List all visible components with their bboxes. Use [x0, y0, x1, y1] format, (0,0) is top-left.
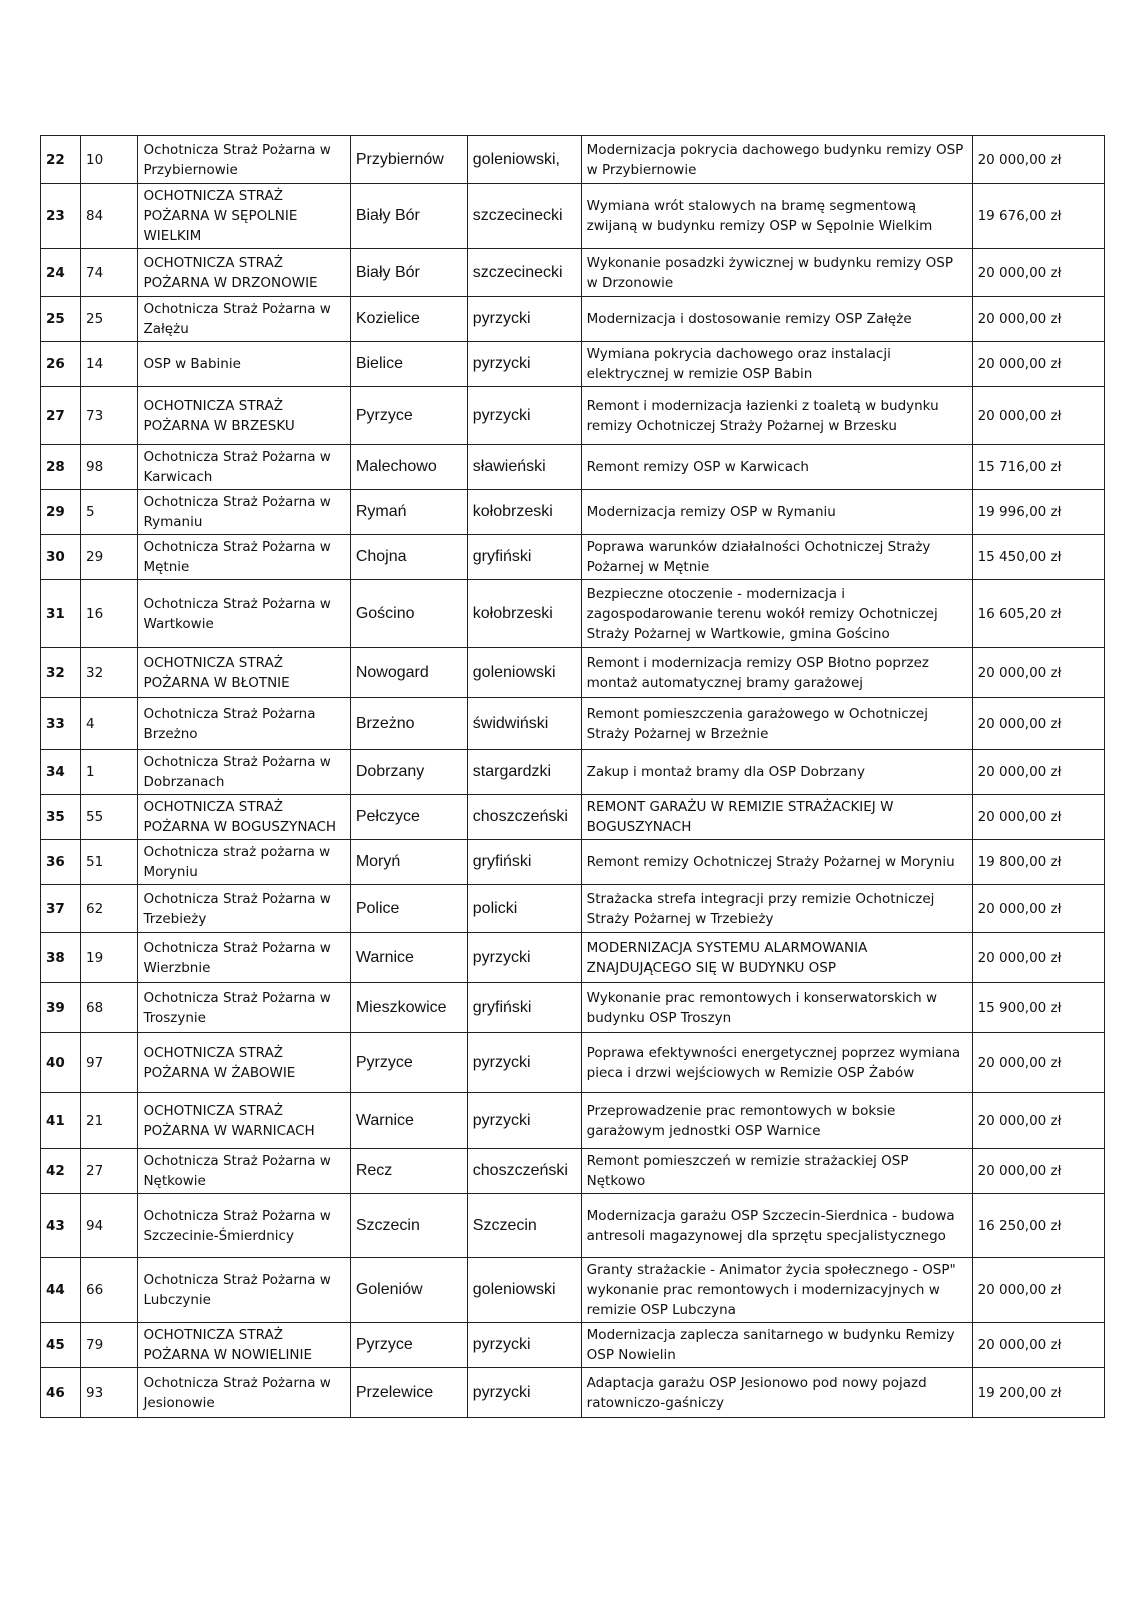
task-description-cell: Remont remizy OSP w Karwicach — [581, 445, 972, 490]
row-number-cell: 45 — [41, 1323, 81, 1368]
row-number-cell: 33 — [41, 698, 81, 750]
county-cell: pyrzycki — [467, 387, 581, 445]
organization-name-cell: Ochotnicza Straż Pożarna w Rymaniu — [138, 490, 350, 535]
row-number-cell: 46 — [41, 1368, 81, 1418]
row-number-cell: 43 — [41, 1194, 81, 1258]
grant-amount-cell: 16 250,00 zł — [972, 1194, 1104, 1258]
county-cell: pyrzycki — [467, 1093, 581, 1149]
organization-name-cell: Ochotnicza Straż Pożarna w Załężu — [138, 297, 350, 342]
task-description-cell: Wymiana pokrycia dachowego oraz instalacji elektrycznej w remizie OSP Babin — [581, 342, 972, 387]
county-cell: pyrzycki — [467, 297, 581, 342]
municipality-cell: Rymań — [350, 490, 467, 535]
organization-name-cell: Ochotnicza Straż Pożarna w Dobrzanach — [138, 750, 350, 795]
organization-name-cell: Ochotnicza Straż Pożarna w Nętkowie — [138, 1149, 350, 1194]
grant-amount-cell: 20 000,00 zł — [972, 933, 1104, 983]
task-description-cell: REMONT GARAŻU W REMIZIE STRAŻACKIEJ W BOGUSZYNACH — [581, 795, 972, 840]
application-number-cell: 74 — [81, 249, 138, 297]
table-row — [41, 580, 1105, 648]
municipality-cell: Brzeżno — [350, 698, 467, 750]
row-number-cell: 38 — [41, 933, 81, 983]
grant-amount-cell: 20 000,00 zł — [972, 1323, 1104, 1368]
organization-name-cell: OCHOTNICZA STRAŻ POŻARNA W DRZONOWIE — [138, 249, 350, 297]
grant-amount-cell: 15 716,00 zł — [972, 445, 1104, 490]
table-row — [41, 1368, 1105, 1418]
organization-name-cell: Ochotnicza Straż Pożarna w Jesionowie — [138, 1368, 350, 1418]
grant-amount-cell: 20 000,00 zł — [972, 249, 1104, 297]
county-cell: pyrzycki — [467, 342, 581, 387]
municipality-cell: Biały Bór — [350, 184, 467, 249]
grant-amount-cell: 20 000,00 zł — [972, 1033, 1104, 1093]
grant-amount-cell: 20 000,00 zł — [972, 1258, 1104, 1323]
row-number-cell: 36 — [41, 840, 81, 885]
task-description-cell: Przeprowadzenie prac remontowych w boksie garażowym jednostki OSP Warnice — [581, 1093, 972, 1149]
municipality-cell: Chojna — [350, 535, 467, 580]
municipality-cell: Moryń — [350, 840, 467, 885]
municipality-cell: Gościno — [350, 580, 467, 648]
municipality-cell: Pyrzyce — [350, 387, 467, 445]
task-description-cell: Poprawa efektywności energetycznej poprzez wymiana pieca i drzwi wejściowych w Remizie OSP Żabów — [581, 1033, 972, 1093]
organization-name-cell: Ochotnicza Straż Pożarna w Lubczynie — [138, 1258, 350, 1323]
organization-name-cell: Ochotnicza Straż Pożarna w Wartkowie — [138, 580, 350, 648]
grant-amount-cell: 20 000,00 zł — [972, 698, 1104, 750]
county-cell: gryfiński — [467, 840, 581, 885]
application-number-cell: 68 — [81, 983, 138, 1033]
grant-amount-cell: 15 450,00 zł — [972, 535, 1104, 580]
table-row — [41, 1149, 1105, 1194]
table-row — [41, 1033, 1105, 1093]
organization-name-cell: OSP w Babinie — [138, 342, 350, 387]
organization-name-cell: OCHOTNICZA STRAŻ POŻARNA W ŻABOWIE — [138, 1033, 350, 1093]
organization-name-cell: Ochotnicza Straż Pożarna w Trzebieży — [138, 885, 350, 933]
grant-amount-cell: 19 200,00 zł — [972, 1368, 1104, 1418]
application-number-cell: 16 — [81, 580, 138, 648]
table-row — [41, 648, 1105, 698]
row-number-cell: 23 — [41, 184, 81, 249]
grants-table — [40, 135, 1105, 1418]
county-cell: kołobrzeski — [467, 490, 581, 535]
application-number-cell: 62 — [81, 885, 138, 933]
application-number-cell: 55 — [81, 795, 138, 840]
county-cell: choszczeński — [467, 795, 581, 840]
task-description-cell: Granty strażackie - Animator życia społecznego - OSP" wykonanie prac remontowych i modernizacyjnych w remizie OSP Lubczyna — [581, 1258, 972, 1323]
task-description-cell: Remont pomieszczeń w remizie strażackiej OSP Nętkowo — [581, 1149, 972, 1194]
grant-amount-cell: 19 676,00 zł — [972, 184, 1104, 249]
county-cell: Szczecin — [467, 1194, 581, 1258]
application-number-cell: 98 — [81, 445, 138, 490]
table-row — [41, 445, 1105, 490]
municipality-cell: Pełczyce — [350, 795, 467, 840]
county-cell: sławieński — [467, 445, 581, 490]
organization-name-cell: Ochotnicza Straż Pożarna w Mętnie — [138, 535, 350, 580]
table-row — [41, 184, 1105, 249]
row-number-cell: 44 — [41, 1258, 81, 1323]
table-row — [41, 490, 1105, 535]
municipality-cell: Mieszkowice — [350, 983, 467, 1033]
task-description-cell: Strażacka strefa integracji przy remizie Ochotniczej Straży Pożarnej w Trzebieży — [581, 885, 972, 933]
application-number-cell: 14 — [81, 342, 138, 387]
application-number-cell: 66 — [81, 1258, 138, 1323]
organization-name-cell: OCHOTNICZA STRAŻ POŻARNA W BŁOTNIE — [138, 648, 350, 698]
row-number-cell: 30 — [41, 535, 81, 580]
county-cell: kołobrzeski — [467, 580, 581, 648]
application-number-cell: 73 — [81, 387, 138, 445]
row-number-cell: 26 — [41, 342, 81, 387]
application-number-cell: 51 — [81, 840, 138, 885]
task-description-cell: Poprawa warunków działalności Ochotniczej Straży Pożarnej w Mętnie — [581, 535, 972, 580]
organization-name-cell: Ochotnicza Straż Pożarna Brzeżno — [138, 698, 350, 750]
organization-name-cell: Ochotnicza straż pożarna w Moryniu — [138, 840, 350, 885]
table-row — [41, 698, 1105, 750]
row-number-cell: 41 — [41, 1093, 81, 1149]
task-description-cell: Remont i modernizacja łazienki z toaletą w budynku remizy Ochotniczej Straży Pożarnej w Brzesku — [581, 387, 972, 445]
application-number-cell: 5 — [81, 490, 138, 535]
county-cell: szczecinecki — [467, 184, 581, 249]
organization-name-cell: OCHOTNICZA STRAŻ POŻARNA W BRZESKU — [138, 387, 350, 445]
application-number-cell: 21 — [81, 1093, 138, 1149]
organization-name-cell: Ochotnicza Straż Pożarna w Szczecinie-Śmierdnicy — [138, 1194, 350, 1258]
table-row — [41, 297, 1105, 342]
grant-amount-cell: 20 000,00 zł — [972, 297, 1104, 342]
application-number-cell: 29 — [81, 535, 138, 580]
table-row — [41, 840, 1105, 885]
table-row — [41, 1323, 1105, 1368]
table-row — [41, 750, 1105, 795]
organization-name-cell: Ochotnicza Straż Pożarna w Troszynie — [138, 983, 350, 1033]
municipality-cell: Biały Bór — [350, 249, 467, 297]
table-row — [41, 136, 1105, 184]
county-cell: pyrzycki — [467, 1323, 581, 1368]
task-description-cell: Modernizacja i dostosowanie remizy OSP Załęże — [581, 297, 972, 342]
grant-amount-cell: 19 800,00 zł — [972, 840, 1104, 885]
application-number-cell: 84 — [81, 184, 138, 249]
task-description-cell: Remont remizy Ochotniczej Straży Pożarnej w Moryniu — [581, 840, 972, 885]
table-row — [41, 1093, 1105, 1149]
row-number-cell: 35 — [41, 795, 81, 840]
municipality-cell: Recz — [350, 1149, 467, 1194]
county-cell: szczecinecki — [467, 249, 581, 297]
task-description-cell: Modernizacja zaplecza sanitarnego w budynku Remizy OSP Nowielin — [581, 1323, 972, 1368]
task-description-cell: Modernizacja garażu OSP Szczecin-Sierdnica - budowa antresoli magazynowej dla sprzętu specjalistycznego — [581, 1194, 972, 1258]
application-number-cell: 27 — [81, 1149, 138, 1194]
grant-amount-cell: 20 000,00 zł — [972, 795, 1104, 840]
task-description-cell: Remont i modernizacja remizy OSP Błotno poprzez montaż automatycznej bramy garażowej — [581, 648, 972, 698]
row-number-cell: 31 — [41, 580, 81, 648]
row-number-cell: 39 — [41, 983, 81, 1033]
table-row — [41, 933, 1105, 983]
row-number-cell: 27 — [41, 387, 81, 445]
municipality-cell: Szczecin — [350, 1194, 467, 1258]
county-cell: świdwiński — [467, 698, 581, 750]
row-number-cell: 37 — [41, 885, 81, 933]
organization-name-cell: OCHOTNICZA STRAŻ POŻARNA W WARNICACH — [138, 1093, 350, 1149]
county-cell: goleniowski — [467, 1258, 581, 1323]
application-number-cell: 4 — [81, 698, 138, 750]
table-row — [41, 1194, 1105, 1258]
application-number-cell: 10 — [81, 136, 138, 184]
county-cell: pyrzycki — [467, 1033, 581, 1093]
grant-amount-cell: 15 900,00 zł — [972, 983, 1104, 1033]
municipality-cell: Pyrzyce — [350, 1323, 467, 1368]
grant-amount-cell: 20 000,00 zł — [972, 750, 1104, 795]
organization-name-cell: OCHOTNICZA STRAŻ POŻARNA W SĘPOLNIE WIELKIM — [138, 184, 350, 249]
task-description-cell: Zakup i montaż bramy dla OSP Dobrzany — [581, 750, 972, 795]
organization-name-cell: Ochotnicza Straż Pożarna w Karwicach — [138, 445, 350, 490]
grant-amount-cell: 16 605,20 zł — [972, 580, 1104, 648]
task-description-cell: Modernizacja remizy OSP w Rymaniu — [581, 490, 972, 535]
application-number-cell: 93 — [81, 1368, 138, 1418]
application-number-cell: 94 — [81, 1194, 138, 1258]
county-cell: gryfiński — [467, 983, 581, 1033]
municipality-cell: Przybiernów — [350, 136, 467, 184]
task-description-cell: Adaptacja garażu OSP Jesionowo pod nowy pojazd ratowniczo-gaśniczy — [581, 1368, 972, 1418]
municipality-cell: Warnice — [350, 1093, 467, 1149]
row-number-cell: 28 — [41, 445, 81, 490]
municipality-cell: Nowogard — [350, 648, 467, 698]
row-number-cell: 25 — [41, 297, 81, 342]
table-row — [41, 342, 1105, 387]
application-number-cell: 19 — [81, 933, 138, 983]
municipality-cell: Police — [350, 885, 467, 933]
application-number-cell: 32 — [81, 648, 138, 698]
row-number-cell: 40 — [41, 1033, 81, 1093]
row-number-cell: 32 — [41, 648, 81, 698]
municipality-cell: Kozielice — [350, 297, 467, 342]
table-row — [41, 1258, 1105, 1323]
grant-amount-cell: 19 996,00 zł — [972, 490, 1104, 535]
task-description-cell: Wykonanie prac remontowych i konserwatorskich w budynku OSP Troszyn — [581, 983, 972, 1033]
table-row — [41, 795, 1105, 840]
county-cell: policki — [467, 885, 581, 933]
grant-amount-cell: 20 000,00 zł — [972, 342, 1104, 387]
application-number-cell: 97 — [81, 1033, 138, 1093]
row-number-cell: 24 — [41, 249, 81, 297]
county-cell: goleniowski, — [467, 136, 581, 184]
county-cell: goleniowski — [467, 648, 581, 698]
table-row — [41, 387, 1105, 445]
row-number-cell: 42 — [41, 1149, 81, 1194]
county-cell: pyrzycki — [467, 1368, 581, 1418]
municipality-cell: Dobrzany — [350, 750, 467, 795]
grant-amount-cell: 20 000,00 zł — [972, 885, 1104, 933]
municipality-cell: Bielice — [350, 342, 467, 387]
application-number-cell: 79 — [81, 1323, 138, 1368]
county-cell: pyrzycki — [467, 933, 581, 983]
organization-name-cell: Ochotnicza Straż Pożarna w Przybiernowie — [138, 136, 350, 184]
task-description-cell: Modernizacja pokrycia dachowego budynku remizy OSP w Przybiernowie — [581, 136, 972, 184]
county-cell: choszczeński — [467, 1149, 581, 1194]
application-number-cell: 25 — [81, 297, 138, 342]
row-number-cell: 29 — [41, 490, 81, 535]
municipality-cell: Pyrzyce — [350, 1033, 467, 1093]
table-row — [41, 535, 1105, 580]
table-row — [41, 885, 1105, 933]
task-description-cell: MODERNIZACJA SYSTEMU ALARMOWANIA ZNAJDUJĄCEGO SIĘ W BUDYNKU OSP — [581, 933, 972, 983]
grant-amount-cell: 20 000,00 zł — [972, 1149, 1104, 1194]
grants-table-body — [41, 136, 1105, 1418]
task-description-cell: Wymiana wrót stalowych na bramę segmentową zwijaną w budynku remizy OSP w Sępolnie Wielkim — [581, 184, 972, 249]
application-number-cell: 1 — [81, 750, 138, 795]
row-number-cell: 34 — [41, 750, 81, 795]
grant-amount-cell: 20 000,00 zł — [972, 648, 1104, 698]
grant-amount-cell: 20 000,00 zł — [972, 1093, 1104, 1149]
county-cell: gryfiński — [467, 535, 581, 580]
municipality-cell: Malechowo — [350, 445, 467, 490]
table-row — [41, 983, 1105, 1033]
task-description-cell: Wykonanie posadzki żywicznej w budynku remizy OSP w Drzonowie — [581, 249, 972, 297]
county-cell: stargardzki — [467, 750, 581, 795]
municipality-cell: Przelewice — [350, 1368, 467, 1418]
municipality-cell: Warnice — [350, 933, 467, 983]
task-description-cell: Bezpieczne otoczenie - modernizacja i zagospodarowanie terenu wokół remizy Ochotniczej Straży Pożarnej w Wartkowie, gmina Gościno — [581, 580, 972, 648]
table-row — [41, 249, 1105, 297]
municipality-cell: Goleniów — [350, 1258, 467, 1323]
task-description-cell: Remont pomieszczenia garażowego w Ochotniczej Straży Pożarnej w Brzeżnie — [581, 698, 972, 750]
row-number-cell: 22 — [41, 136, 81, 184]
organization-name-cell: OCHOTNICZA STRAŻ POŻARNA W NOWIELINIE — [138, 1323, 350, 1368]
organization-name-cell: Ochotnicza Straż Pożarna w Wierzbnie — [138, 933, 350, 983]
grant-amount-cell: 20 000,00 zł — [972, 136, 1104, 184]
grant-amount-cell: 20 000,00 zł — [972, 387, 1104, 445]
organization-name-cell: OCHOTNICZA STRAŻ POŻARNA W BOGUSZYNACH — [138, 795, 350, 840]
